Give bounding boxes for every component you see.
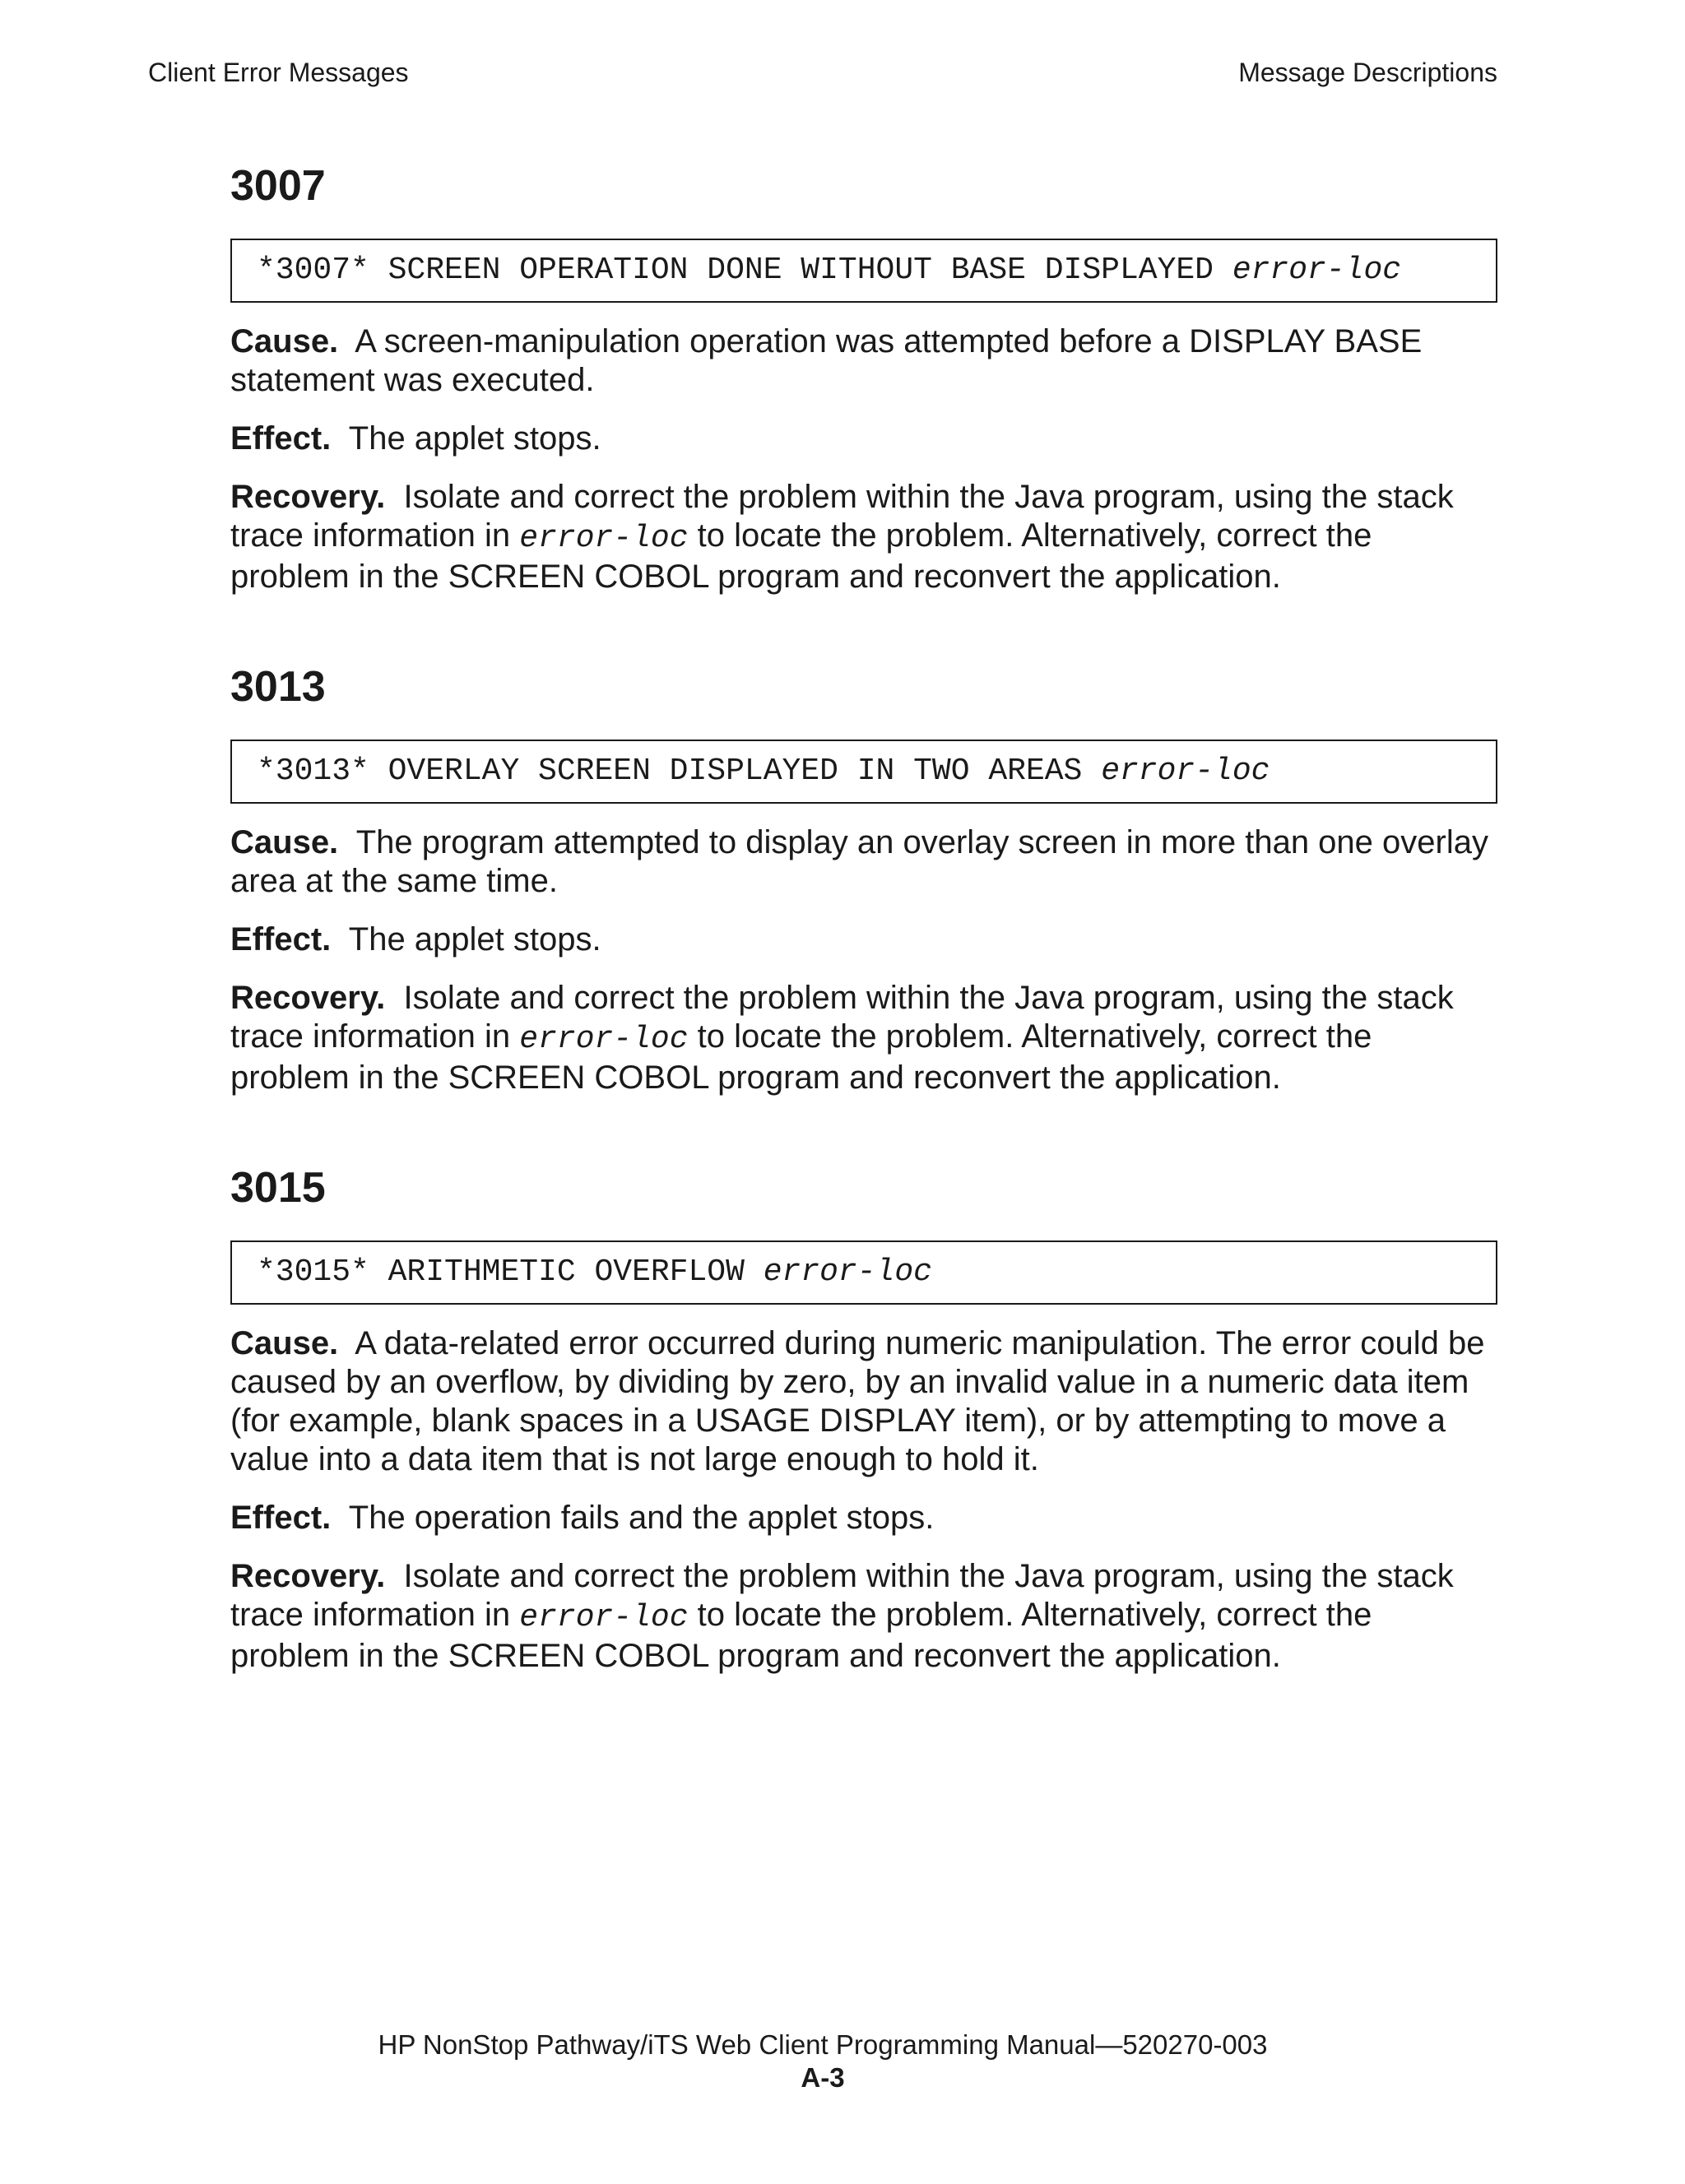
footer-manual-title: HP NonStop Pathway/iTS Web Client Programming Manual—520270-003 <box>378 2029 1268 2060</box>
page-number: A-3 <box>801 2062 845 2093</box>
cause-text: A screen-manipulation operation was attempted before a DISPLAY BASE statement was executed. <box>230 323 1423 398</box>
cause-text: The program attempted to display an overlay screen in more than one overlay area at the same time. <box>230 824 1488 899</box>
cause-paragraph <box>230 823 1497 901</box>
recovery-text-a: Isolate and correct the problem within the Java program, using the stack trace information in <box>230 479 1454 554</box>
effect-label: Effect. <box>230 1500 332 1536</box>
recovery-label: Recovery. <box>230 980 386 1016</box>
recovery-text-a: Isolate and correct the problem within the Java program, using the stack trace information in <box>230 980 1454 1055</box>
recovery-param: error-loc <box>519 1022 689 1057</box>
cause-label: Cause. <box>230 323 339 359</box>
effect-text: The applet stops. <box>348 921 601 958</box>
message-text: *3013* OVERLAY SCREEN DISPLAYED IN TWO AREAS <box>257 754 1083 789</box>
message-param: error-loc <box>1101 754 1270 789</box>
message-text-box <box>230 1240 1497 1305</box>
recovery-label: Recovery. <box>230 1558 386 1594</box>
recovery-text-b: to locate the problem. Alternatively, correct the problem in the SCREEN COBOL program and reconvert the application. <box>230 1018 1372 1096</box>
header-section-title: Message Descriptions <box>1238 58 1497 87</box>
recovery-paragraph <box>230 1557 1497 1676</box>
message-3015 <box>230 1166 1497 1676</box>
message-3013 <box>230 665 1497 1097</box>
cause-paragraph <box>230 1324 1497 1479</box>
header-chapter-title: Client Error Messages <box>148 58 409 87</box>
page-footer <box>0 2029 1646 2094</box>
message-param: error-loc <box>1232 253 1402 288</box>
message-list <box>230 162 1497 1695</box>
recovery-label: Recovery. <box>230 479 386 515</box>
recovery-paragraph <box>230 478 1497 596</box>
recovery-text-a: Isolate and correct the problem within the Java program, using the stack trace information in <box>230 1558 1454 1633</box>
cause-text: A data-related error occurred during numeric manipulation. The error could be caused by an overflow, by dividing by zero, by an invalid value in a numeric data item (for example, blank spaces in a USAGE DISPLAY item), or by attempting to move a value into a data item that is not large enough to hold it. <box>230 1325 1485 1477</box>
running-header <box>148 58 1497 90</box>
message-text: *3007* SCREEN OPERATION DONE WITHOUT BASE DISPLAYED <box>257 253 1214 288</box>
effect-paragraph <box>230 920 1497 959</box>
effect-text: The applet stops. <box>348 420 601 457</box>
cause-label: Cause. <box>230 824 339 860</box>
recovery-param: error-loc <box>519 521 689 556</box>
message-number: 3013 <box>230 663 326 711</box>
message-text-box <box>230 740 1497 804</box>
message-text-box <box>230 239 1497 303</box>
effect-text: The operation fails and the applet stops. <box>348 1500 935 1536</box>
effect-paragraph <box>230 1499 1497 1537</box>
effect-label: Effect. <box>230 921 332 958</box>
effect-paragraph <box>230 420 1497 458</box>
message-param: error-loc <box>763 1254 932 1290</box>
recovery-text-b: to locate the problem. Alternatively, correct the problem in the SCREEN COBOL program and reconvert the application. <box>230 1597 1372 1674</box>
message-number: 3007 <box>230 162 326 210</box>
effect-label: Effect. <box>230 420 332 457</box>
message-number: 3015 <box>230 1164 326 1212</box>
cause-paragraph <box>230 322 1497 400</box>
message-3007 <box>230 162 1497 596</box>
recovery-param: error-loc <box>519 1600 689 1635</box>
recovery-text-b: to locate the problem. Alternatively, correct the problem in the SCREEN COBOL program and reconvert the application. <box>230 517 1372 595</box>
cause-label: Cause. <box>230 1325 339 1361</box>
recovery-paragraph <box>230 979 1497 1097</box>
message-text: *3015* ARITHMETIC OVERFLOW <box>257 1254 745 1290</box>
